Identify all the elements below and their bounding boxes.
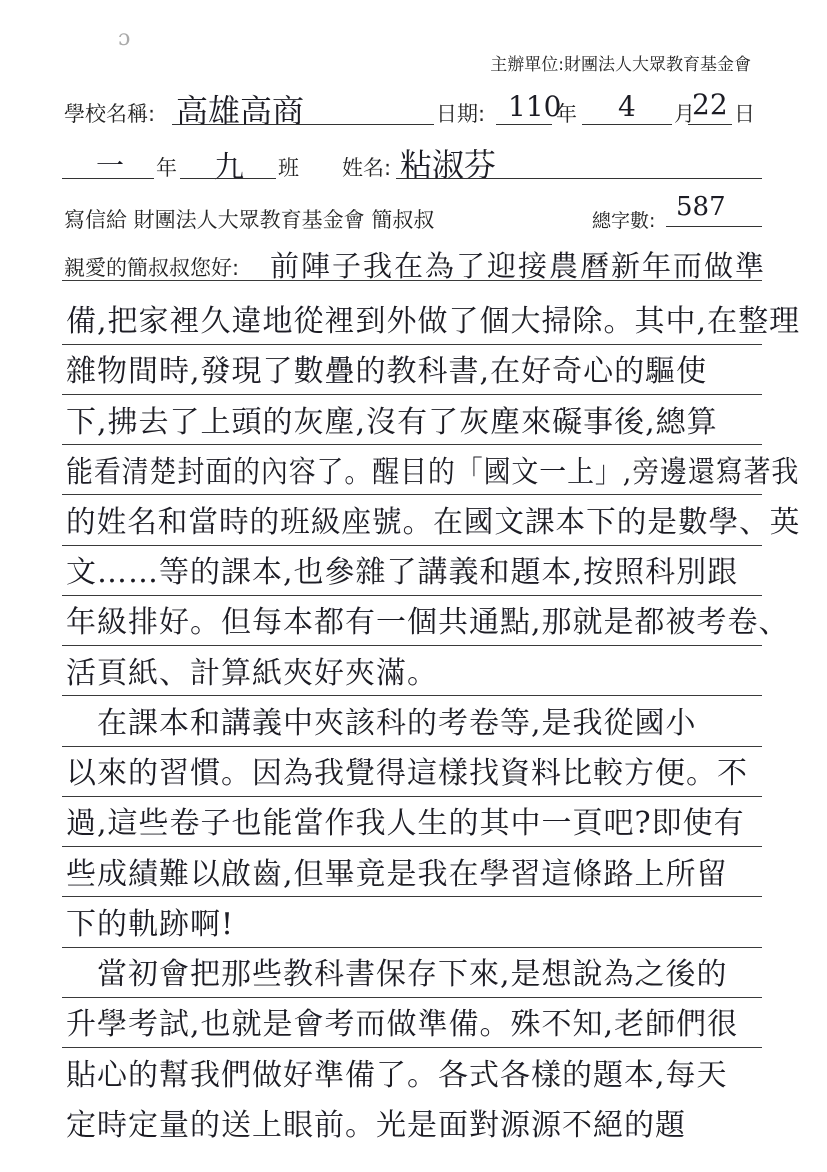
ruled-line xyxy=(62,947,762,948)
letter-line-12: 過,這些卷子也能當作我人生的其中一頁吧?即使有 xyxy=(66,806,745,842)
letter-line-8: 年級排好。但每本都有一個共通點,那就是都被考卷、 xyxy=(66,605,790,641)
letter-line-5: 能看清楚封面的內容了。醒目的「國文一上」,旁邊還寫著我 xyxy=(66,454,800,490)
word-count-label: 總字數: xyxy=(592,210,656,232)
ruled-line xyxy=(62,344,762,345)
letter-line-2: 備,把家裡久違地從裡到外做了個大掃除。其中,在整理 xyxy=(66,304,801,339)
grade-value: 一 xyxy=(96,149,125,182)
month-underline xyxy=(582,124,672,125)
ruled-line xyxy=(62,896,762,897)
ruled-line xyxy=(62,846,762,847)
letter-line-9: 活頁紙、計算紙夾好夾滿。 xyxy=(66,655,438,691)
letter-line-1: 前陣子我在為了迎接農曆新年而做準 xyxy=(270,249,767,283)
date-day-value: 22 xyxy=(692,88,728,121)
word-count-value: 587 xyxy=(676,192,726,222)
name-label: 姓名: xyxy=(342,156,392,180)
school-underline xyxy=(172,124,434,125)
class-unit: 班 xyxy=(278,156,299,180)
year-underline xyxy=(496,124,552,125)
word-count-underline xyxy=(666,226,762,227)
ruled-line xyxy=(62,645,762,646)
ruled-line xyxy=(62,1047,762,1048)
ruled-line xyxy=(62,394,762,395)
student-name-value: 粘淑芬 xyxy=(400,146,497,184)
letter-line-6: 的姓名和當時的班級座號。在國文課本下的是數學、英 xyxy=(66,504,801,540)
letter-line-11: 以來的習慣。因為我覺得這樣找資料比較方便。不 xyxy=(66,756,748,792)
greeting: 親愛的簡叔叔您好: xyxy=(64,256,240,280)
letter-line-14: 下的軌跡啊! xyxy=(66,906,235,942)
ruled-line xyxy=(62,280,762,281)
ruled-line xyxy=(62,494,762,495)
grade-unit: 年 xyxy=(156,156,177,180)
ruled-line xyxy=(62,545,762,546)
class-underline xyxy=(180,178,276,179)
organizer-text: 主辦單位:財團法人大眾教育基金會 xyxy=(490,55,751,75)
month-unit: 月 xyxy=(674,102,695,126)
letter-line-10: 在課本和講義中夾該科的考卷等,是我從國小 xyxy=(66,705,697,741)
year-unit: 年 xyxy=(556,102,577,126)
ruled-line xyxy=(62,595,762,596)
letter-line-4: 下,拂去了上頭的灰塵,沒有了灰塵來礙事後,總算 xyxy=(66,404,718,440)
date-year-value: 110 xyxy=(508,90,562,123)
letter-line-15: 當初會把那些教科書保存下來,是想說為之後的 xyxy=(66,957,728,993)
letter-line-3: 雜物間時,發現了數疊的教科書,在好奇心的驅使 xyxy=(66,354,708,390)
school-name-value: 高雄高商 xyxy=(176,92,305,130)
date-month-value: 4 xyxy=(618,90,636,123)
scan-smudge: ɔ xyxy=(118,26,131,51)
letter-line-17: 貼心的幫我們做好準備了。各式各樣的題本,每天 xyxy=(66,1057,728,1093)
name-underline xyxy=(396,178,762,179)
ruled-line xyxy=(62,695,762,696)
ruled-line xyxy=(62,444,762,445)
ruled-line xyxy=(62,796,762,797)
letter-line-18: 定時定量的送上眼前。光是面對源源不絕的題 xyxy=(66,1107,686,1143)
ruled-line xyxy=(62,997,762,998)
class-value: 九 xyxy=(214,150,244,185)
letter-line-16: 升學考試,也就是會考而做準備。殊不知,老師們很 xyxy=(66,1007,739,1043)
letter-line-7: 文……等的課本,也參雜了講義和題本,按照科別跟 xyxy=(66,555,739,591)
school-label: 學校名稱: xyxy=(64,102,156,126)
grade-underline xyxy=(62,178,154,179)
day-unit: 日 xyxy=(734,102,755,126)
letter-line-13: 些成績難以啟齒,但畢竟是我在學習這條路上所留 xyxy=(66,856,728,892)
day-underline xyxy=(688,124,732,125)
date-label: 日期: xyxy=(436,102,486,126)
recipient-line: 寫信給 財團法人大眾教育基金會 簡叔叔 xyxy=(64,208,435,232)
ruled-line xyxy=(62,746,762,747)
